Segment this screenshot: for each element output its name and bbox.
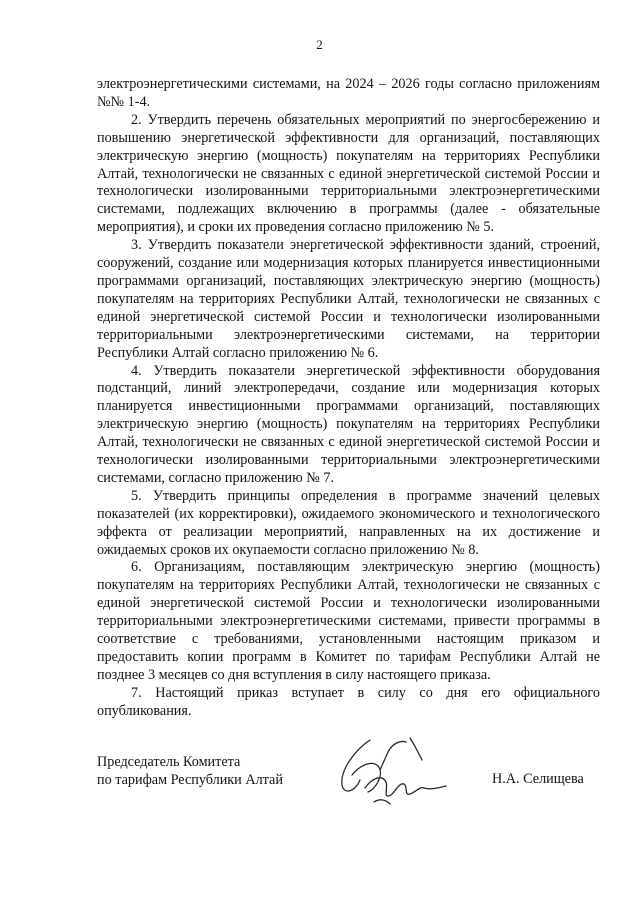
handwritten-signature xyxy=(330,730,450,815)
signatory-title-line1: Председатель Комитета xyxy=(97,754,241,770)
document-body xyxy=(97,76,600,721)
signatory-title-line2: по тарифам Республики Алтай xyxy=(97,772,283,788)
paragraph-item-5: 5. Утвердить принципы определения в программе значений целевых показателей (их корректировки), ожидаемого экономического и технологического эффекта от реализации мероприятий, направленных на их достижение и ожидаемых сроков их окупаемости согласно приложению № 8. xyxy=(97,487,600,558)
paragraph-item-6: 6. Организациям, поставляющим электрическую энергию (мощность) покупателям на территориях Республики Алтай, технологически не связанных с единой энергетической системой России и технологически изолированными территориальными электроэнергетическими системами, привести программы в соответствие с требованиями, установленными настоящим приказом и предоставить копии программ в Комитет по тарифам Республики Алтай не позднее 3 месяцев со дня вступления в силу настоящего приказа. xyxy=(97,559,600,683)
paragraph-item-4: 4. Утвердить показатели энергетической эффективности оборудования подстанций, линий электропередачи, создание или модернизация которых планируется инвестиционными программами организаций, поставляющих электрическую энергию (мощность) покупателям на территориях Республики Алтай, технологически не связанных с единой энергетической системой России и технологически изолированными территориальными электроэнергетическими системами, согласно приложению № 7. xyxy=(97,362,600,486)
paragraph-item-7: 7. Настоящий приказ вступает в силу со дня его официального опубликования. xyxy=(97,684,600,719)
paragraph-continuation: электроэнергетическими системами, на 2024 – 2026 годы согласно приложениям №№ 1-4. xyxy=(97,76,600,110)
signatory-name: Н.А. Селищева xyxy=(492,771,584,787)
paragraph-item-2: 2. Утвердить перечень обязательных мероприятий по энергосбережению и повышению энергетической эффективности для организаций, поставляющих электрическую энергию (мощность) покупателям на территориях Республики Алтай, технологически не связанных с единой энергетической системой России и технологически изолированными территориальными электроэнергетическими системами, подлежащих включению в программы (далее - обязательные мероприятия), и сроки их проведения согласно приложению № 5. xyxy=(97,111,600,236)
paragraph-item-3: 3. Утвердить показатели энергетической эффективности зданий, строений, сооружений, создание или модернизация которых планируется инвестиционными программами организаций, поставляющих электрическую энергию (мощность) покупателям на территориях Республики Алтай, технологически не связанных с единой энергетической системой России и технологически изолированными территориальными электроэнергетическими системами, на территории Республики Алтай согласно приложению № 6. xyxy=(97,237,600,361)
page-number: 2 xyxy=(316,37,323,52)
signatory-title xyxy=(97,753,283,789)
